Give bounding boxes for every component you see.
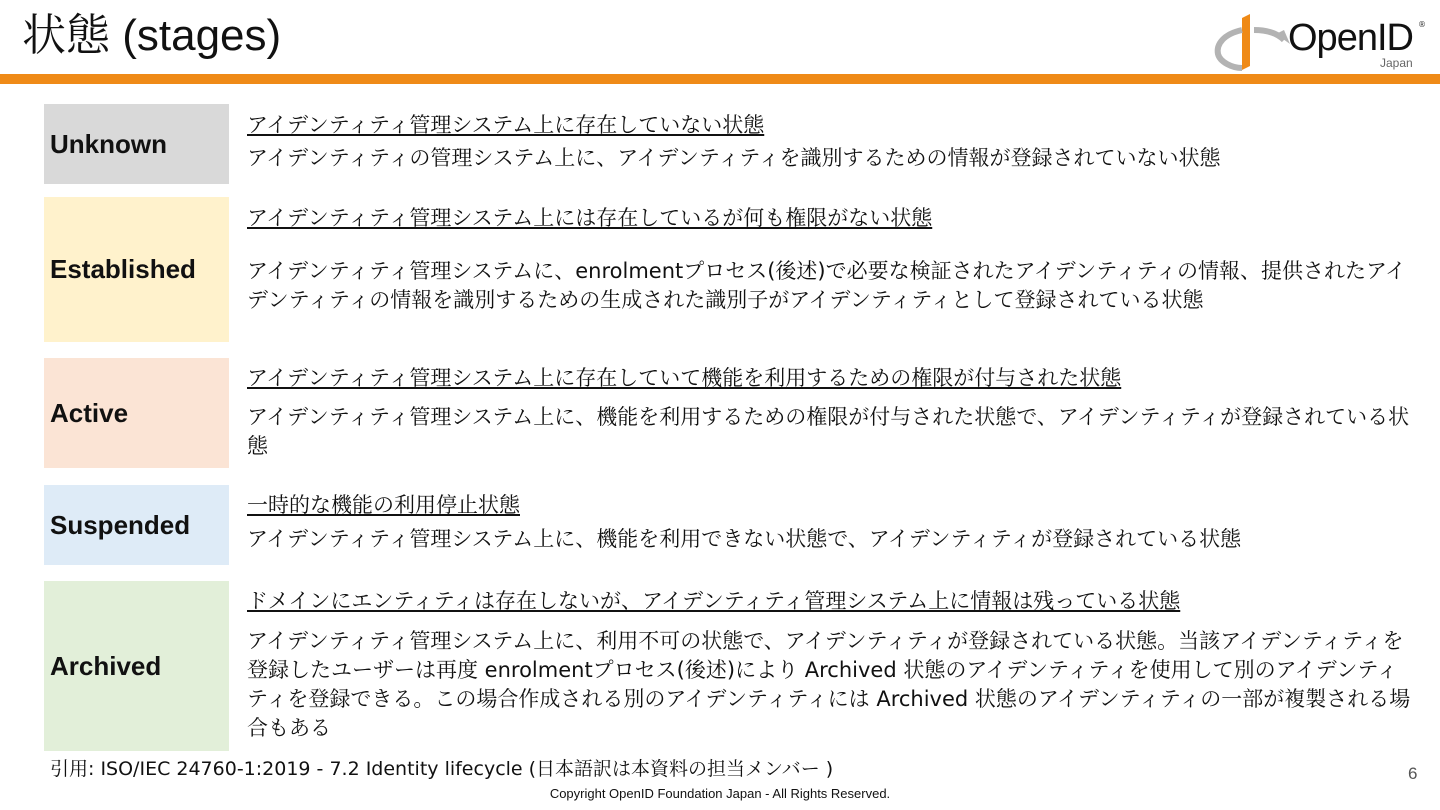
stage-heading-archived: ドメインにエンティティは存在しないが、アイデンティティ管理システム上に情報は残っている状態 [247,589,1181,613]
stage-label-text: Unknown [50,128,167,159]
stage-label-active [44,358,229,468]
stage-label-text: Established [50,254,196,284]
stage-description-active: アイデンティティ管理システム上に、機能を利用するための権限が付与された状態で、アイデンティティが登録されている状態 [247,405,1410,458]
stage-heading-active: アイデンティティ管理システム上に存在していて機能を利用するための権限が付与された状態 [247,366,1122,390]
stage-label-text: Active [50,397,129,428]
stage-label-text: Archived [50,650,162,681]
stage-description-established: アイデンティティ管理システムに、enrolmentプロセス(後述)で必要な検証されたアイデンティティの情報、提供されたアイデンティティの情報を識別するための生成された識別子がアイデンティティとして登録されている状態 [247,259,1407,312]
stage-label-established [44,197,229,342]
stage-description-archived: アイデンティティ管理システム上に、利用不可の状態で、アイデンティティが登録されている状態。当該アイデンティティを登録したユーザーは再度 enrolmentプロセス(後述)により Archived 状態のアイデンティティを使用して別のアイデンティティを登録できる。この場合作成される別のアイデンティティには Archived 状態のアイデンティティの一部が複製される場合もある [247,629,1411,740]
title-divider [0,74,1440,84]
page-number: 6 [1408,764,1418,783]
stage-label-unknown [44,104,229,184]
stage-heading-established: アイデンティティ管理システム上には存在しているが何も権限がない状態 [247,206,933,230]
stage-description-suspended: アイデンティティ管理システム上に、機能を利用できない状態で、アイデンティティが登録されている状態 [247,527,1242,551]
stage-heading-suspended: 一時的な機能の利用停止状態 [247,493,520,517]
stage-label-suspended [44,485,229,565]
logo-wordmark: OpenID [1288,17,1413,59]
stage-label-text: Suspended [50,509,191,540]
logo-registered-mark: ® [1418,20,1426,29]
slide-title: 状態 (stages) [22,11,282,60]
stage-label-archived [44,581,229,751]
stage-description-unknown: アイデンティティの管理システム上に、アイデンティティを識別するための情報が登録されていない状態 [247,146,1221,170]
logo-sub-label: Japan [1380,56,1413,70]
citation: 引用: ISO/IEC 24760-1:2019 - 7.2 Identity lifecycle (日本語訳は本資料の担当メンバー ) [50,758,834,780]
copyright-footer: Copyright OpenID Foundation Japan - All Rights Reserved. [549,786,891,801]
stage-heading-unknown: アイデンティティ管理システム上に存在していない状態 [247,113,765,137]
